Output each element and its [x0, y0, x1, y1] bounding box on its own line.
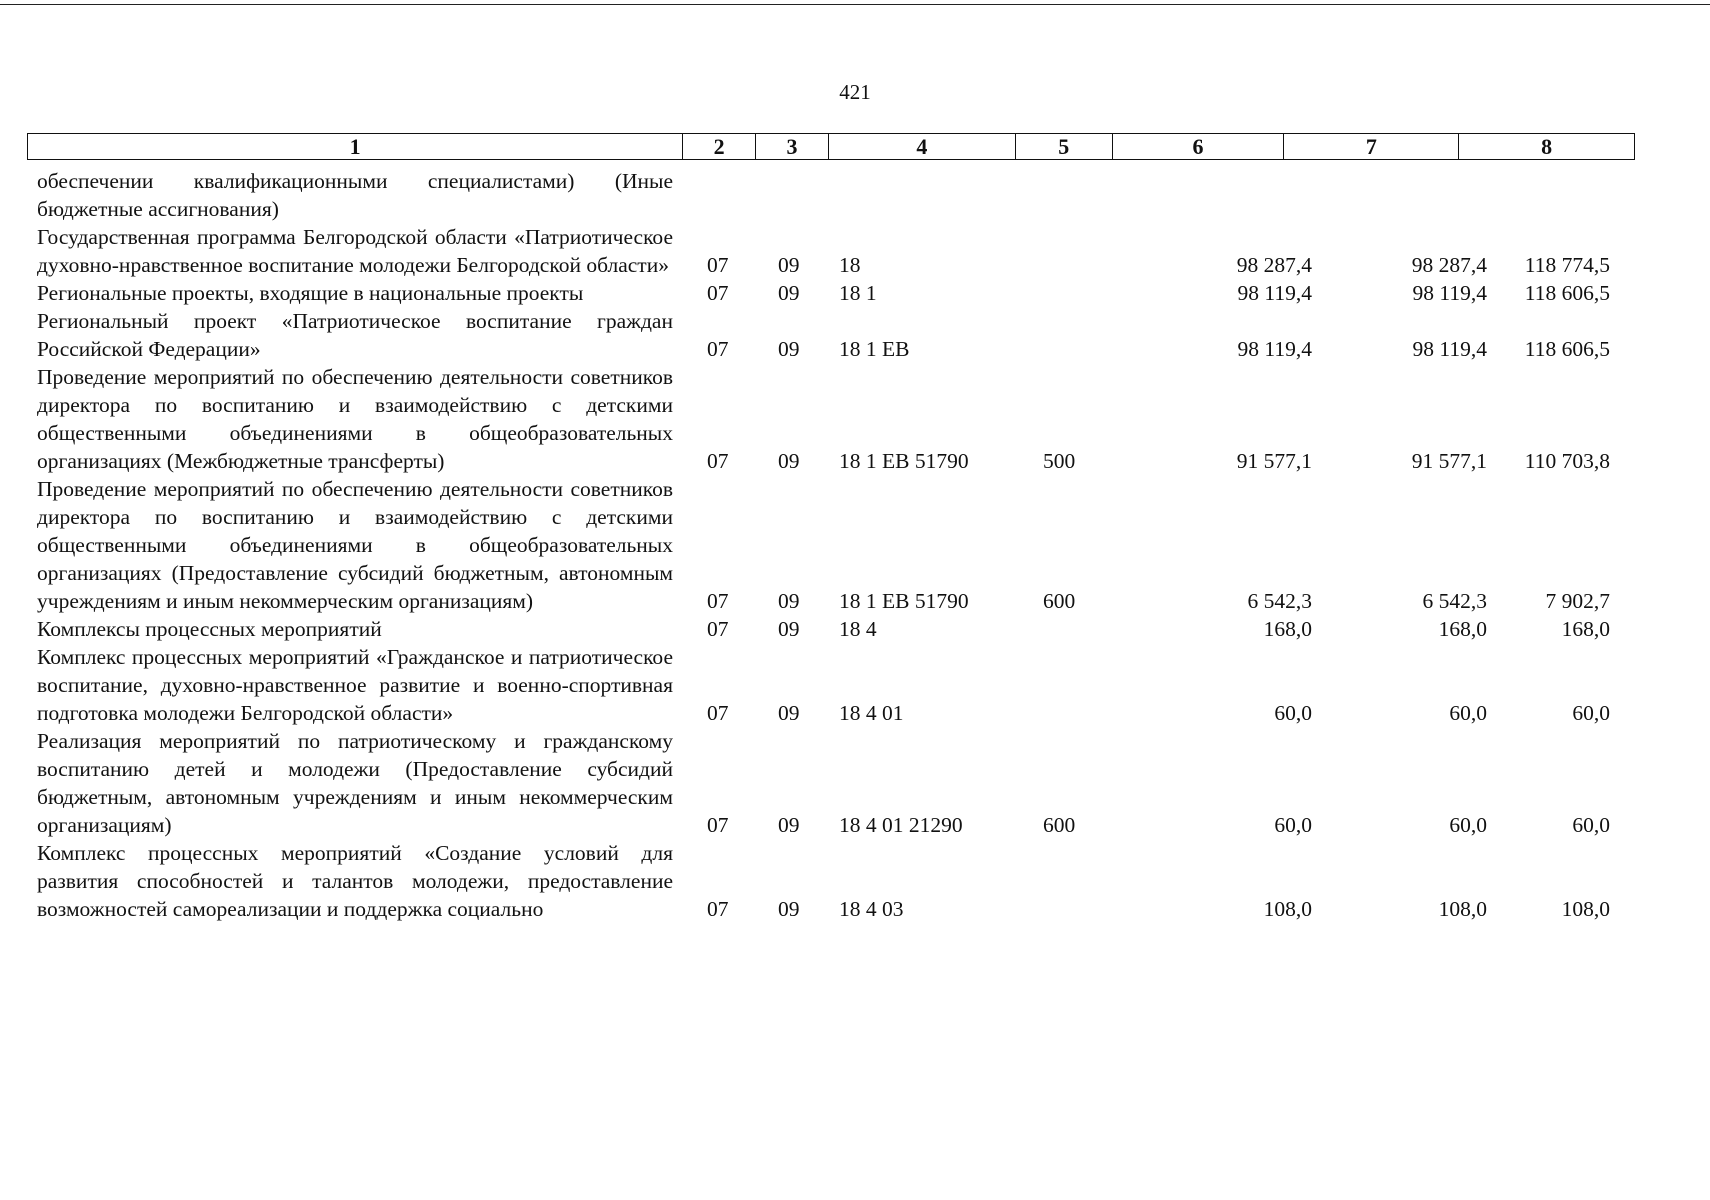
table-body	[37, 167, 1637, 923]
row-section-code: 07	[707, 897, 729, 921]
header-col-5: 5	[1016, 134, 1113, 159]
row-description: Государственная программа Белгородской области «Патриотическое духовно-нравственное воспитание молодежи Белгородской области»	[37, 225, 673, 277]
row-amount-col-7: 60,0	[1449, 701, 1487, 725]
row-target-article: 18	[839, 253, 861, 277]
row-amount-col-7: 98 119,4	[1412, 281, 1487, 305]
row-expense-type: 600	[1043, 589, 1076, 613]
table-row	[37, 615, 1637, 643]
table-row	[37, 279, 1637, 307]
header-col-1: 1	[28, 134, 683, 159]
row-amount-col-7: 60,0	[1449, 813, 1487, 837]
row-description: Региональные проекты, входящие в национальные проекты	[37, 281, 584, 305]
row-amount-col-6: 168,0	[1263, 617, 1312, 641]
row-amount-col-7: 98 119,4	[1412, 337, 1487, 361]
table-row	[37, 475, 1637, 615]
row-amount-col-8: 60,0	[1572, 813, 1610, 837]
row-subsection-code: 09	[778, 337, 800, 361]
row-expense-type: 600	[1043, 813, 1076, 837]
row-section-code: 07	[707, 449, 729, 473]
row-target-article: 18 4 01	[839, 701, 904, 725]
row-description: Проведение мероприятий по обеспечению деятельности советников директора по воспитанию и взаимодействию с детскими общественными объединениями в общеобразовательных организациях (Межбюджетные трансферты)	[37, 365, 673, 473]
row-section-code: 07	[707, 813, 729, 837]
row-section-code: 07	[707, 337, 729, 361]
table-row	[37, 307, 1637, 363]
row-amount-col-8: 118 606,5	[1524, 337, 1610, 361]
row-section-code: 07	[707, 281, 729, 305]
row-amount-col-7: 91 577,1	[1411, 449, 1487, 473]
row-target-article: 18 1 EB 51790	[839, 589, 969, 613]
row-amount-col-6: 98 119,4	[1237, 281, 1312, 305]
row-target-article: 18 1	[839, 281, 877, 305]
row-section-code: 07	[707, 617, 729, 641]
row-amount-col-8: 60,0	[1572, 701, 1610, 725]
table-header	[27, 133, 1635, 160]
header-col-2: 2	[683, 134, 756, 159]
row-section-code: 07	[707, 589, 729, 613]
header-col-7: 7	[1284, 134, 1459, 159]
row-amount-col-6: 91 577,1	[1236, 449, 1312, 473]
row-target-article: 18 4	[839, 617, 877, 641]
row-amount-col-8: 108,0	[1561, 897, 1610, 921]
row-description: Проведение мероприятий по обеспечению деятельности советников директора по воспитанию и взаимодействию с детскими общественными объединениями в общеобразовательных организациях (Предоставление субсидий бюджетным, автономным учреждениям и иным некоммерческим организациям)	[37, 477, 673, 613]
row-target-article: 18 4 03	[839, 897, 904, 921]
row-target-article: 18 1 EB 51790	[839, 449, 969, 473]
table-row	[37, 839, 1637, 923]
row-target-article: 18 4 01 21290	[839, 813, 963, 837]
table-row	[37, 643, 1637, 727]
row-subsection-code: 09	[778, 449, 800, 473]
row-subsection-code: 09	[778, 253, 800, 277]
row-amount-col-8: 110 703,8	[1524, 449, 1610, 473]
row-amount-col-7: 168,0	[1438, 617, 1487, 641]
row-amount-col-6: 60,0	[1274, 813, 1312, 837]
row-description: Комплексы процессных мероприятий	[37, 617, 382, 641]
row-subsection-code: 09	[778, 281, 800, 305]
row-amount-col-7: 6 542,3	[1422, 589, 1487, 613]
row-amount-col-6: 98 119,4	[1237, 337, 1312, 361]
row-amount-col-8: 118 774,5	[1524, 253, 1610, 277]
row-amount-col-8: 118 606,5	[1524, 281, 1610, 305]
row-description: обеспечении квалификационными специалистами) (Иные бюджетные ассигнования)	[37, 169, 673, 221]
row-amount-col-8: 7 902,7	[1545, 589, 1610, 613]
row-description: Комплекс процессных мероприятий «Гражданское и патриотическое воспитание, духовно-нравственное развитие и военно-спортивная подготовка молодежи Белгородской области»	[37, 645, 673, 725]
row-description: Комплекс процессных мероприятий «Создание условий для развития способностей и талантов молодежи, предоставление возможностей самореализации и поддержка социально	[37, 841, 673, 921]
row-subsection-code: 09	[778, 813, 800, 837]
row-amount-col-7: 98 287,4	[1411, 253, 1487, 277]
row-subsection-code: 09	[778, 701, 800, 725]
row-amount-col-6: 98 287,4	[1236, 253, 1312, 277]
page-number: 421	[839, 80, 871, 104]
row-amount-col-8: 168,0	[1561, 617, 1610, 641]
row-description: Реализация мероприятий по патриотическому и гражданскому воспитанию детей и молодежи (Предоставление субсидий бюджетным, автономным учреждениям и иным некоммерческим организациям)	[37, 729, 673, 837]
row-amount-col-6: 60,0	[1274, 701, 1312, 725]
header-col-6: 6	[1113, 134, 1285, 159]
row-subsection-code: 09	[778, 897, 800, 921]
row-section-code: 07	[707, 701, 729, 725]
row-expense-type: 500	[1043, 449, 1076, 473]
header-col-4: 4	[829, 134, 1016, 159]
row-target-article: 18 1 EB	[839, 337, 910, 361]
table-row	[37, 363, 1637, 475]
row-subsection-code: 09	[778, 589, 800, 613]
row-subsection-code: 09	[778, 617, 800, 641]
top-border-line	[0, 4, 1710, 5]
table-row	[37, 223, 1637, 279]
table-row	[37, 727, 1637, 839]
row-section-code: 07	[707, 253, 729, 277]
table-row	[37, 167, 1637, 223]
row-amount-col-6: 108,0	[1263, 897, 1312, 921]
row-amount-col-6: 6 542,3	[1247, 589, 1312, 613]
row-amount-col-7: 108,0	[1438, 897, 1487, 921]
header-col-8: 8	[1541, 134, 1553, 159]
header-col-3: 3	[756, 134, 829, 159]
row-description: Региональный проект «Патриотическое воспитание граждан Российской Федерации»	[37, 309, 673, 361]
